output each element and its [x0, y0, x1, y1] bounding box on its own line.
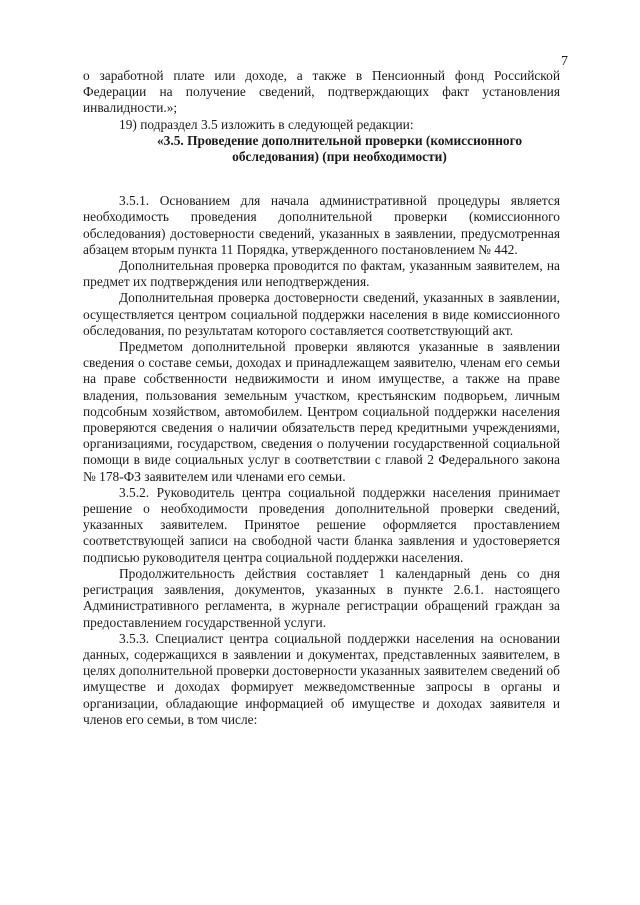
paragraph-3-5-1: 3.5.1. Основанием для начала административной процедуры является необходимость проведения дополнительной проверки (комиссионного обследования) достоверности сведений, указанных в заявлении, предусмотренная абзацем вторым пункта 11 Порядка, утвержденного постановлением № 442.	[83, 193, 560, 257]
intro-continuation: о заработной плате или доходе, а также в Пенсионный фонд Российской Федерации на получение сведений, подтверждающих факт установления инвалидности.»;	[83, 68, 560, 116]
paragraph-verification-facts: Дополнительная проверка проводится по фактам, указанным заявителем, на предмет их подтверждения или неподтверждения.	[83, 258, 560, 290]
subsection-instruction: 19) подраздел 3.5 изложить в следующей редакции:	[119, 116, 414, 132]
page-number: 7	[561, 54, 568, 69]
paragraph-subject-of-verification: Предметом дополнительной проверки являются указанные в заявлении сведения о составе семьи, доходах и принадлежащем заявителю, членам его семьи на праве собственности недвижимости и ином имуществе, а также на праве владения, пользования земельным участком, крестьянским подворьем, личным подсобным хозяйством, автомобилем. Центром социальной поддержки населения проверяются сведения о наличии обязательств перед кредитными учреждениями, организациями, государством, сведения о получении государственной социальной помощи в виде социальных услуг в соответствии с главой 2 Федерального закона № 178-ФЗ заявителем или членами его семьи.	[83, 339, 560, 484]
paragraph-duration: Продолжительность действия составляет 1 календарный день со дня регистрация заявления, документов, указанных в пункте 2.6.1. настоящего Административного регламента, в журнале регистрации обращений граждан за предоставлением государственной услуги.	[83, 565, 560, 630]
paragraph-commission-inspection: Дополнительная проверка достоверности сведений, указанных в заявлении, осуществляется центром социальной поддержки населения в виде комиссионного обследования, по результатам которого составляется соответствующий акт.	[83, 290, 560, 338]
paragraph-3-5-3: 3.5.3. Специалист центра социальной поддержки населения на основании данных, содержащихся в заявлении и документах, представленных заявителем, в целях дополнительной проверки достоверности указанных заявителем сведений об имуществе и доходах формирует межведомственные запросы в органы и организации, обладающие информацией об имуществе и доходах заявителя и членов его семьи, в том числе:	[83, 630, 560, 727]
document-body	[83, 68, 560, 728]
heading-spacer	[83, 165, 560, 193]
paragraph-3-5-2: 3.5.2. Руководитель центра социальной поддержки населения принимает решение о необходимости проведения дополнительной проверки сведений, указанных заявителем. Принятое решение оформляется проставлением соответствующей записи на свободной части бланка заявления и удостоверяется подписью руководителя центра социальной поддержки населения.	[83, 484, 560, 565]
section-heading: «3.5. Проведение дополнительной проверки (комиссионного обследования) (при необходимости)	[156, 132, 523, 165]
